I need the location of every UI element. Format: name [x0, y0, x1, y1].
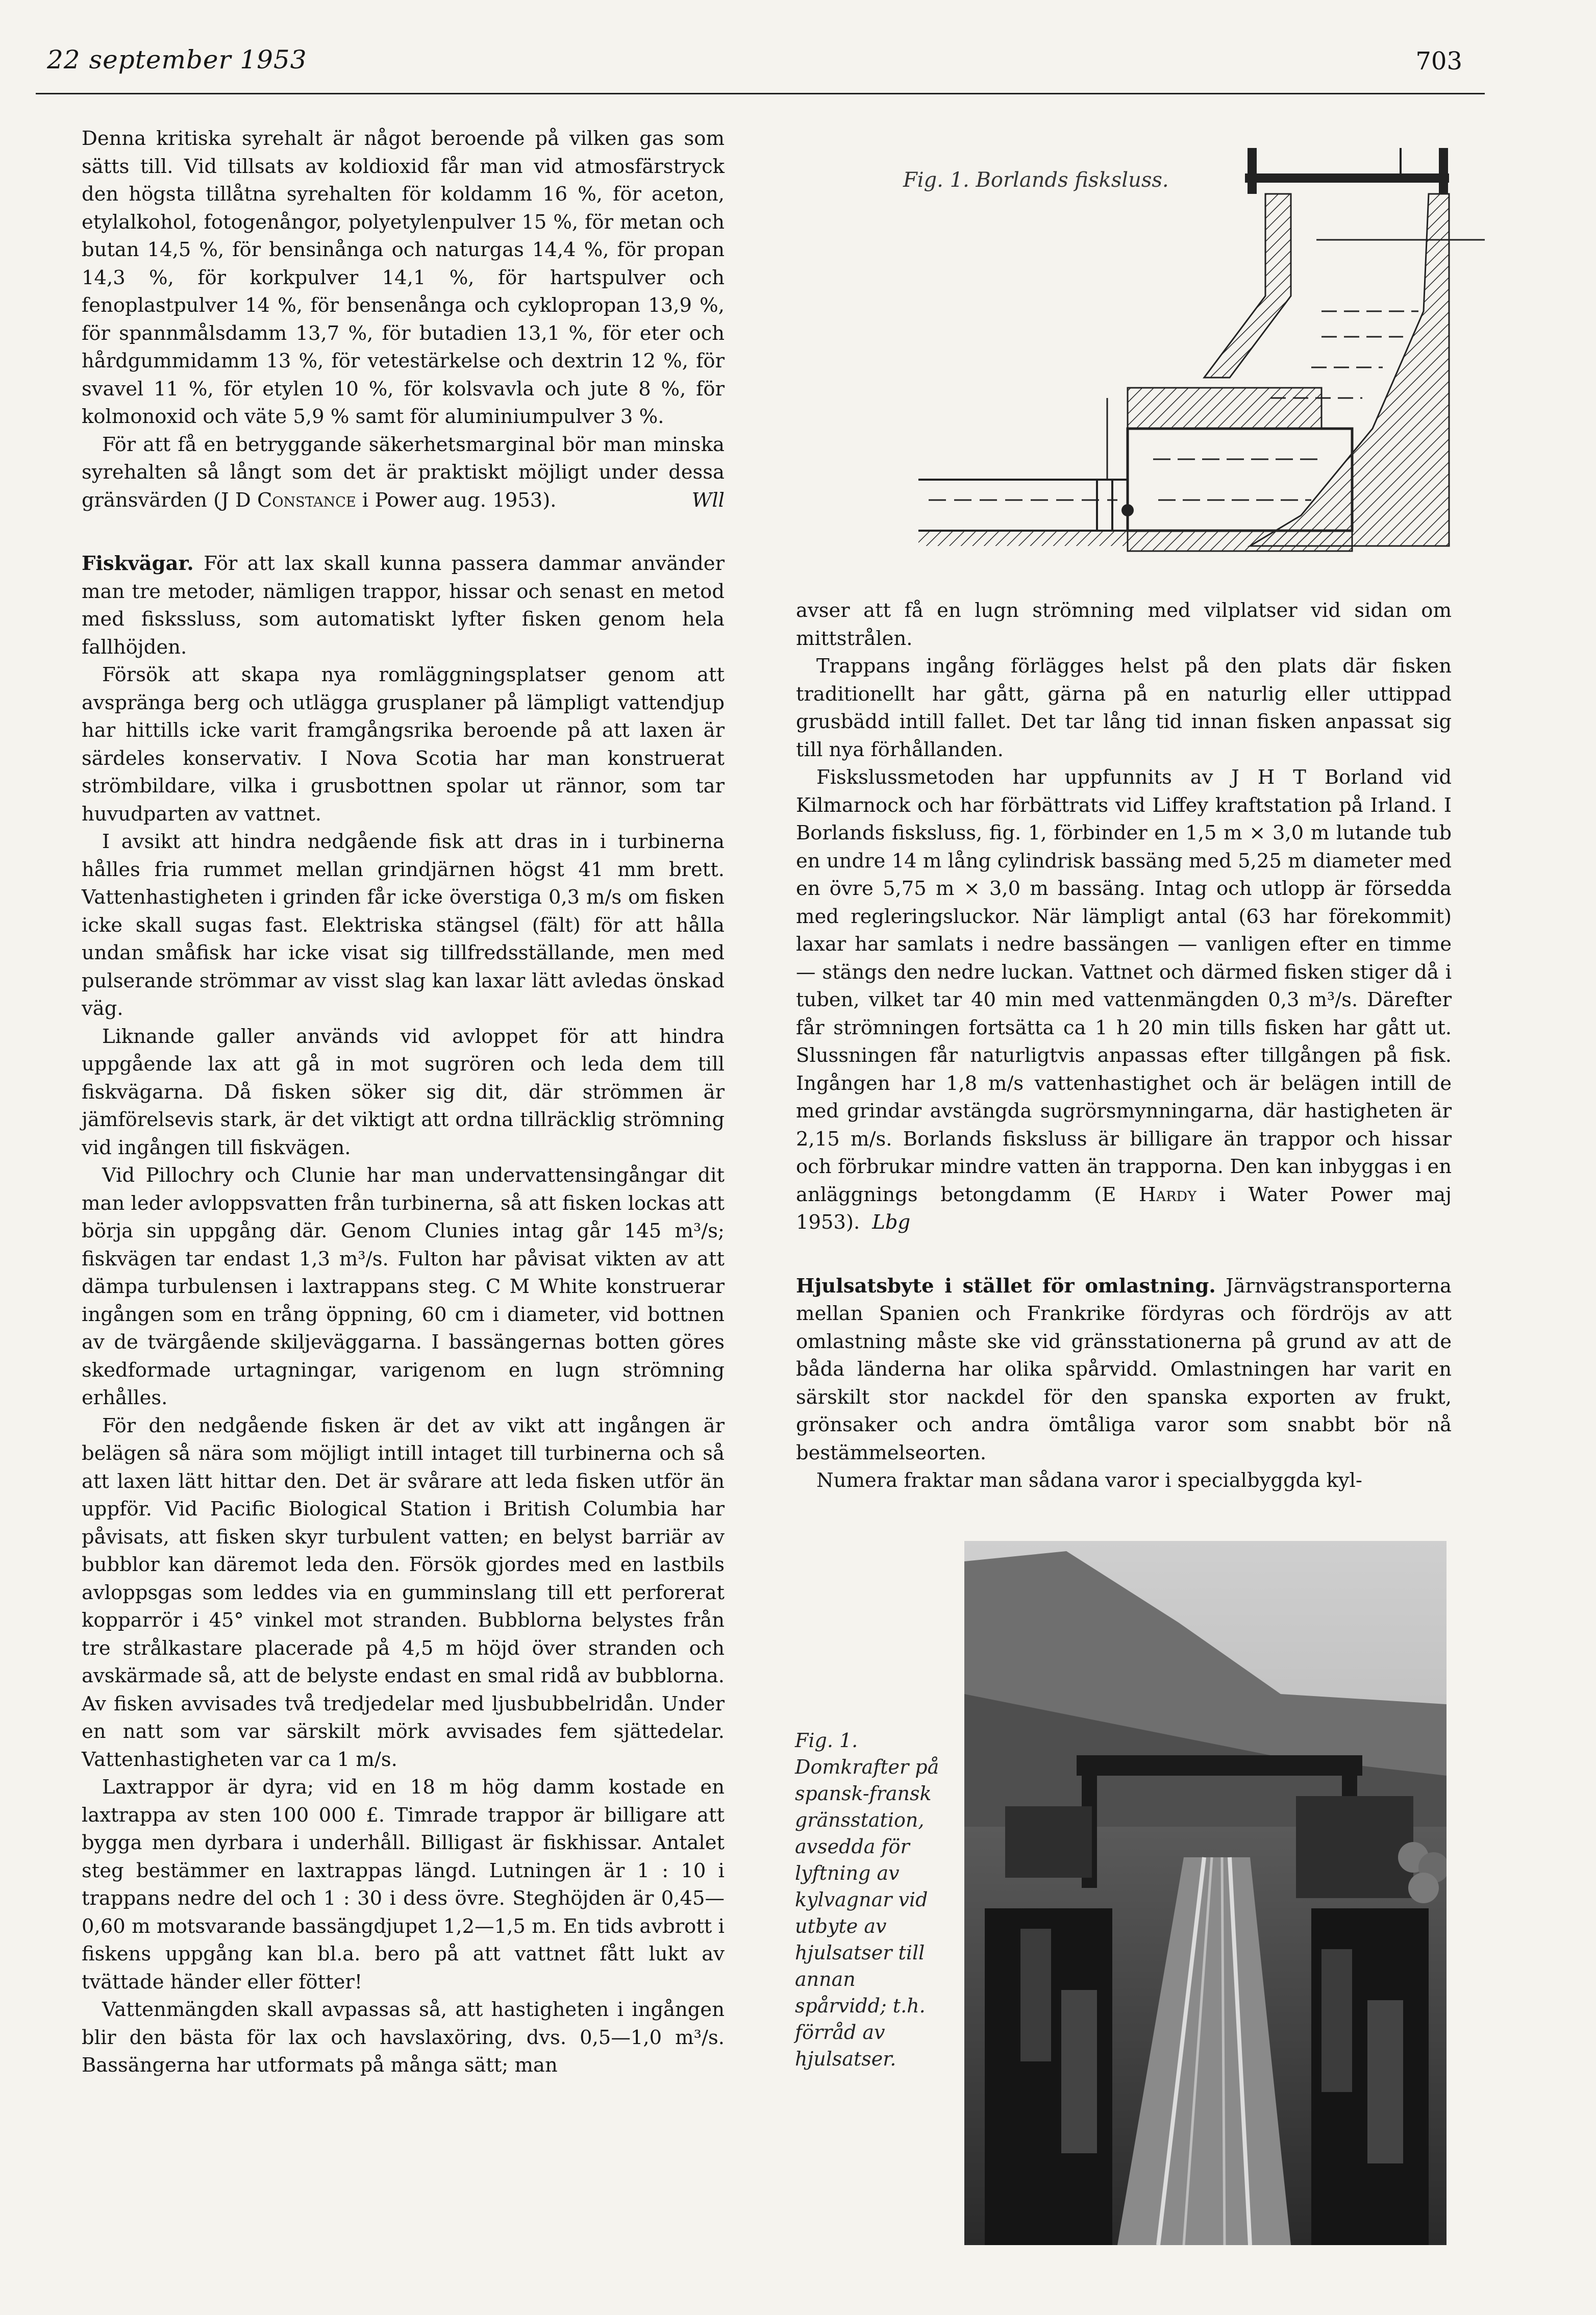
page-number: 703: [1415, 47, 1462, 76]
photo-railcar: [1296, 1796, 1413, 1898]
fig1-caption: Fig. 1. Borlands fisksluss.: [903, 168, 1169, 192]
photo-jack: [1020, 1929, 1051, 2061]
diagram-left-post: [1248, 148, 1257, 194]
article2-continued-paragraph: avser att få en lugn strömning med vilplatser vid sidan om mittstrålen.: [796, 599, 1452, 650]
article2-paragraph: Försök att skapa nya romläggningsplatser genom att avspränga berg och utlägga grusplaner på lämpligt vattendjup har hittills icke varit framgångsrika beroende på att laxen är särdeles konservativ. I Nova Scotia har man konstruerat strömbildare, vilka i grusbottnen spolar ut rännor, som tar huvudparten av vattnet.: [82, 663, 725, 826]
article2-paragraph: I avsikt att hindra nedgående fisk att dras in i turbinerna hålles fria rummet mellan grindjärnen högst 41 mm brett. Vattenhastigheten i grinden får icke överstiga 0,3 m/s om fisken icke skall sugas fast. Elektriska stängsel (fält) för att hålla undan småfisk har icke visat sig tillfredsställande, men med pulserande strömmar av visst slag kan laxar lätt avledas önskad väg.: [82, 830, 725, 1020]
article2-signature: Lbg: [872, 1211, 911, 1234]
diagram-top-beam: [1245, 173, 1449, 183]
article2-lead-text: För att lax skall kunna passera dammar använder man tre metoder, nämligen trappor, hissar och senast en metod med fiskssluss, som automatiskt lyfter fisken genom hela fallhöjden.: [82, 552, 725, 659]
article2-closing-paragraph: [796, 764, 1452, 1237]
article2-paragraph: Liknande galler används vid avloppet för att hindra uppgående lax att gå in mot sugrören och leda dem till fiskvägarna. Då fisken söker sig dit, där strömmen är jämförelsevis stark, är det viktigt att ordna tillräcklig strömning vid ingången till fiskvägen.: [82, 1025, 725, 1159]
article1-source-text: i Power aug. 1953).: [356, 488, 557, 512]
right-column: [796, 597, 1452, 1495]
railway-photo: [964, 1541, 1447, 2245]
header-divider: [36, 93, 1485, 94]
article2-closing-text: Fiskslussmetoden har uppfunnits av J H T Borland vid Kilmarnock och har förbättrats vid Liffey kraftstation på Irland. I Borlands fisksluss, fig. 1, förbinder en 1,5 m × 3,0 m lutande tub en undre 14 m lång cylindrisk bassäng med 5,25 m diameter med en övre 5,75 m × 3,0 m bassäng. Intag och utlopp är försedda med regleringsluckor. När lämpligt antal (63 har förekommit) laxar har samlats i nedre bassängen — vanligen efter en timme — stängs den nedre luckan. Vattnet och därmed fisken stiger då i tuben, vilket tar 40 min med vattenmängden 0,3 m³/s. Därefter får strömningen fortsätta ca 1 h 20 min tills fisken har gått ut. Slussningen får naturligtvis anpassas efter tillgången på fisk. Ingången har 1,8 m/s vattenhastighet och är belägen intill de med grindar avstängda sugrörsmynningarna, där hastigheten är 2,15 m/s. Borlands fisksluss är billigare än trappor och hissar och förbrukar mindre vatten än trapporna. Den kan inbyggas i en anläggnings betongdamm (E: [796, 766, 1452, 1206]
article3-paragraph: Numera fraktar man sådana varor i specialbyggda kyl-: [816, 1469, 1362, 1492]
article3-heading: Hjulsatsbyte i stället för omlastning.: [796, 1274, 1216, 1298]
article2-source-text: i Water Power maj 1953).: [796, 1183, 1452, 1234]
diagram-tube-upper-wall: [1204, 194, 1291, 378]
article1-paragraph: Denna kritiska syrehalt är något beroende på vilken gas som sätts till. Vid tillsats av koldioxid får man vid atmosfärstryck den högsta tillåtna syrehalten för koldamm 16 %, för aceton, etylalkohol, fotogenångor, polyetylenpulver 15 %, för metan och butan 14,5 %, för bensinånga och naturgas 14,4 %, för propan 14,3 %, för korkpulver 14,1 %, för hartspulver och fenoplastpulver 14 %, för bensenånga och cyklopropan 13,9 %, för spannmålsdamm 13,7 %, för butadien 13,1 %, för eter och hårdgummidamm 13 %, för vetestärkelse och dextrin 12 %, för svavel 11 %, för etylen 10 %, för kolsvavla och jute 8 %, för kolmonoxid och väte 5,9 % samt för aluminiumpulver 3 %.: [82, 127, 725, 428]
article1-closing-paragraph: [82, 431, 725, 515]
article2-paragraph: Vattenmängden skall avpassas så, att hastigheten i ingången blir den bästa för lax och havslaxöring, dvs. 0,5—1,0 m³/s. Bassängerna har utformats på många sätt; man: [82, 1998, 725, 2077]
article1-source-author: Constance: [257, 488, 356, 512]
section-spacer: [796, 1237, 1452, 1273]
article2-lead-paragraph: [82, 550, 725, 661]
article3-lead-paragraph: [796, 1273, 1452, 1467]
article2-paragraph: För den nedgående fisken är det av vikt att ingången är belägen så nära som möjligt intill intaget till turbinerna och så att laxen lätt hittar den. Det är svårare att leda fisken utför än uppför. Vid Pacific Biological Station i British Columbia har påvisats, att fisken skyr turbulent vatten; en belyst barriär av bubblor kan däremot leda den. Försök gjordes med en lastbils avloppsgas som leddes via en gumminslang till ett perforerat kopparrör i 45° vinkel mot stranden. Bubblorna belystes från tre strålkastare placerade på 4,5 m höjd över stranden och avskärmade så, att de belyste endast en smal ridå av bubblorna. Av fisken avvisades två tredjedelar med ljusbubbelridån. Under en natt som var särskilt mörk avvisades fem sjättedelar. Vattenhastigheten var ca 1 m/s.: [82, 1414, 725, 1771]
article1-closing-text: För att få en betryggande säkerhetsmarginal bör man minska syrehalten så långt som det är praktiskt möjligt under dessa gränsvärden (J D: [82, 433, 725, 512]
article2-continued-paragraph: Trappans ingång förlägges helst på den plats där fisken traditionellt har gått, gärna på en naturlig eller uttippad grusbädd intill fallet. Det tar lång tid innan fisken anpassat sig till nya förhållanden.: [796, 655, 1452, 761]
article2-paragraph: Laxtrappor är dyra; vid en 18 m hög damm kostade en laxtrappa av sten 100 000 £. Timrade trappor är billigare att bygga men dyrbara i underhåll. Billigast är fiskhissar. Antalet steg bestämmer en laxtrappas längd. Lutningen är 1 : 10 i trappans nedre del och 1 : 30 i dess övre. Steghöjden är 0,45—0,60 m motsvarande bassängdjupet 1,2—1,5 m. En tids avbrott i fiskens uppgång kan bl.a. bero på att vattnet fått lukt av tvättade händer eller fötter!: [82, 1776, 725, 1994]
fish-lock-diagram: [913, 143, 1490, 592]
fig2-caption: Fig. 1. Domkrafter på spansk-fransk gränsstation, avsedda för lyftning av kylvagnar vid utbyte av hjulsatser till annan spårvidd; t.h. förråd av hjulsatser.: [795, 1729, 939, 2070]
issue-date: 22 september 1953: [47, 45, 307, 74]
article2-source-author: Hardy: [1139, 1183, 1196, 1206]
left-column: [82, 125, 725, 2080]
section-spacer: [82, 514, 725, 550]
diagram-right-post: [1439, 148, 1448, 194]
photo-gantry: [1077, 1755, 1362, 1776]
article3-lead-text: Järnvägstransporterna mellan Spanien och Frankrike fördyras och fördröjs av att omlastning måste ske vid gränsstationerna på grund av att de båda länderna har olika spårvidd. Omlastningen har varit en särskilt stor nackdel för den spanska exporten av frukt, grönsaker och andra ömtåliga varor som snabbt bör nå bestämmelseorten.: [796, 1274, 1452, 1464]
article2-heading: Fiskvägar.: [82, 552, 194, 575]
article2-paragraph: Vid Pillochry och Clunie har man undervattensingångar dit man leder avloppsvatten från turbinerna, så att fisken lockas att börja sin uppgång där. Genom Clunies intag går 145 m³/s; fiskvägen tar endast 1,3 m³/s. Fulton har påvisat vikten av att dämpa turbulensen i laxtrappans steg. C M White konstruerar ingången som en trång öppning, 60 cm i diameter, vid bottnen av de tvärgående skiljeväggarna. I bassängernas botten göres skedformade urtagningar, varigenom en lugn strömning erhålles.: [82, 1164, 725, 1409]
diagram-valve: [1121, 504, 1134, 516]
article1-signature: Wll: [691, 488, 725, 512]
